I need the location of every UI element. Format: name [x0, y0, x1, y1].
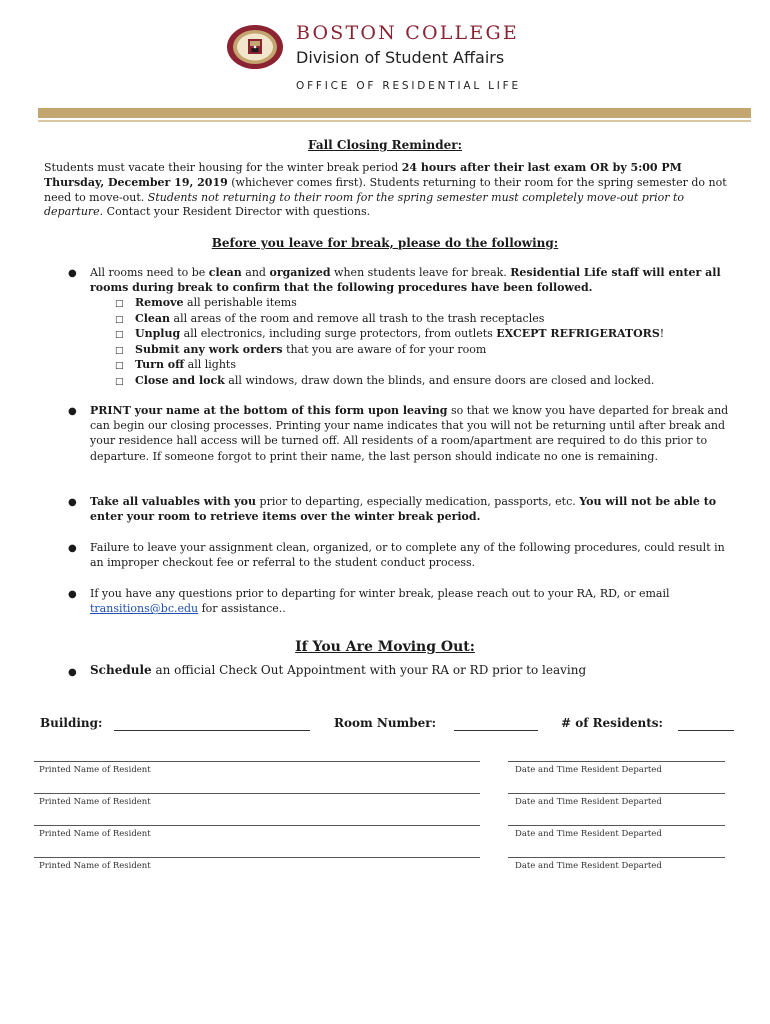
- bullet-questions: If you have any questions prior to departing for winter break, please reach out to your RA, RD, or email transitions@bc.edu for assistance..: [90, 587, 670, 616]
- bullet-schedule: Schedule an official Check Out Appointment with your RA or RD prior to leaving: [90, 663, 587, 677]
- bullet-icon: ●: [68, 268, 77, 279]
- checkbox-icon: □: [115, 314, 124, 325]
- bullet-icon: ●: [68, 497, 77, 508]
- moving-out-heading: If You Are Moving Out:: [295, 639, 475, 655]
- residents-field[interactable]: [678, 730, 734, 731]
- checklist-item: □ Unplug all electronics, including surge protectors, from outlets EXCEPT REFRIGERATORS!: [115, 326, 664, 343]
- deadline-text: 24 hours after their last exam OR by 5:00 PM Thursday, December 19, 2019: [44, 161, 682, 189]
- checkbox-icon: □: [115, 376, 124, 387]
- date-time-field[interactable]: [508, 857, 725, 858]
- printed-name-field[interactable]: [34, 793, 480, 794]
- printed-name-field[interactable]: [34, 761, 480, 762]
- printed-name-caption: Printed Name of Resident: [39, 829, 151, 839]
- date-time-caption: Date and Time Resident Departed: [515, 765, 662, 775]
- email-link[interactable]: transitions@bc.edu: [90, 602, 199, 616]
- division-name: Division of Student Affairs: [296, 48, 505, 67]
- residents-label: # of Residents:: [561, 716, 663, 730]
- checkbox-icon: □: [115, 345, 124, 356]
- bullet-icon: ●: [68, 406, 77, 417]
- bullet-print-name: PRINT your name at the bottom of this form upon leaving so that we know you have departed for break and can begin our closing processes. Printing your name indicates that you will not be returning until after break and your residence hall access will be turned off. All residents of a room/apartment are required to do this prior to departure. If someone forgot to print their name, the last person should indicate no one is remaining.: [90, 404, 729, 463]
- printed-name-caption: Printed Name of Resident: [39, 765, 151, 775]
- intro-paragraph: Students must vacate their housing for the winter break period 24 hours after their last exam OR by 5:00 PM Thursday, December 19, 2019 (whichever comes first). Students returning to their room for the spring semester do not need to move-out. Students not returning to their room for the spring semester must completely move-out prior to departure. Contact your Resident Director with questions.: [44, 161, 727, 219]
- printed-name-caption: Printed Name of Resident: [39, 861, 151, 871]
- header-divider: [38, 120, 751, 122]
- date-time-caption: Date and Time Resident Departed: [515, 797, 662, 807]
- college-name: BOSTON COLLEGE: [296, 22, 519, 44]
- bullet-icon: ●: [68, 543, 77, 554]
- before-heading: Before you leave for break, please do the following:: [211, 236, 559, 250]
- bullet-rooms-clean: All rooms need to be clean and organized when students leave for break. Residential Life staff will enter all rooms during break to confirm that the following procedures have been followed.: [90, 266, 721, 295]
- checklist-item: □ Close and lock all windows, draw down the blinds, and ensure doors are closed and locked.: [115, 373, 654, 390]
- building-label: Building:: [40, 716, 103, 730]
- printed-name-field[interactable]: [34, 857, 480, 858]
- bullet-icon: ●: [68, 589, 77, 600]
- bullet-icon: ●: [68, 667, 77, 678]
- checklist-item: □ Submit any work orders that you are aware of for your room: [115, 342, 486, 359]
- room-number-field[interactable]: [454, 730, 538, 731]
- date-time-caption: Date and Time Resident Departed: [515, 861, 662, 871]
- date-time-field[interactable]: [508, 825, 725, 826]
- date-time-field[interactable]: [508, 793, 725, 794]
- boston-college-seal-logo: [226, 24, 284, 70]
- printed-name-caption: Printed Name of Resident: [39, 797, 151, 807]
- checklist-item: □ Remove all perishable items: [115, 295, 297, 312]
- date-time-caption: Date and Time Resident Departed: [515, 829, 662, 839]
- checklist-item: □ Turn off all lights: [115, 357, 236, 374]
- page-title: Fall Closing Reminder:: [307, 138, 463, 152]
- checkbox-icon: □: [115, 299, 124, 309]
- header-gold-band: [38, 108, 751, 118]
- bullet-valuables: Take all valuables with you prior to departing, especially medication, passports, etc. You will not be able to enter your room to retrieve items over the winter break period.: [90, 495, 717, 524]
- checkbox-icon: □: [115, 330, 124, 340]
- checklist-item: □ Clean all areas of the room and remove all trash to the trash receptacles: [115, 311, 544, 328]
- move-out-note: Students not returning to their room for the spring semester must completely move-out prior to departure.: [44, 190, 685, 219]
- bullet-failure: Failure to leave your assignment clean, organized, or to complete any of the following procedures, could result in an improper checkout fee or referral to the student conduct process.: [90, 541, 725, 570]
- printed-name-field[interactable]: [34, 825, 480, 826]
- room-number-label: Room Number:: [334, 716, 437, 730]
- building-field[interactable]: [114, 730, 310, 731]
- office-name: OFFICE OF RESIDENTIAL LIFE: [296, 80, 521, 92]
- checkbox-icon: □: [115, 361, 124, 371]
- date-time-field[interactable]: [508, 761, 725, 762]
